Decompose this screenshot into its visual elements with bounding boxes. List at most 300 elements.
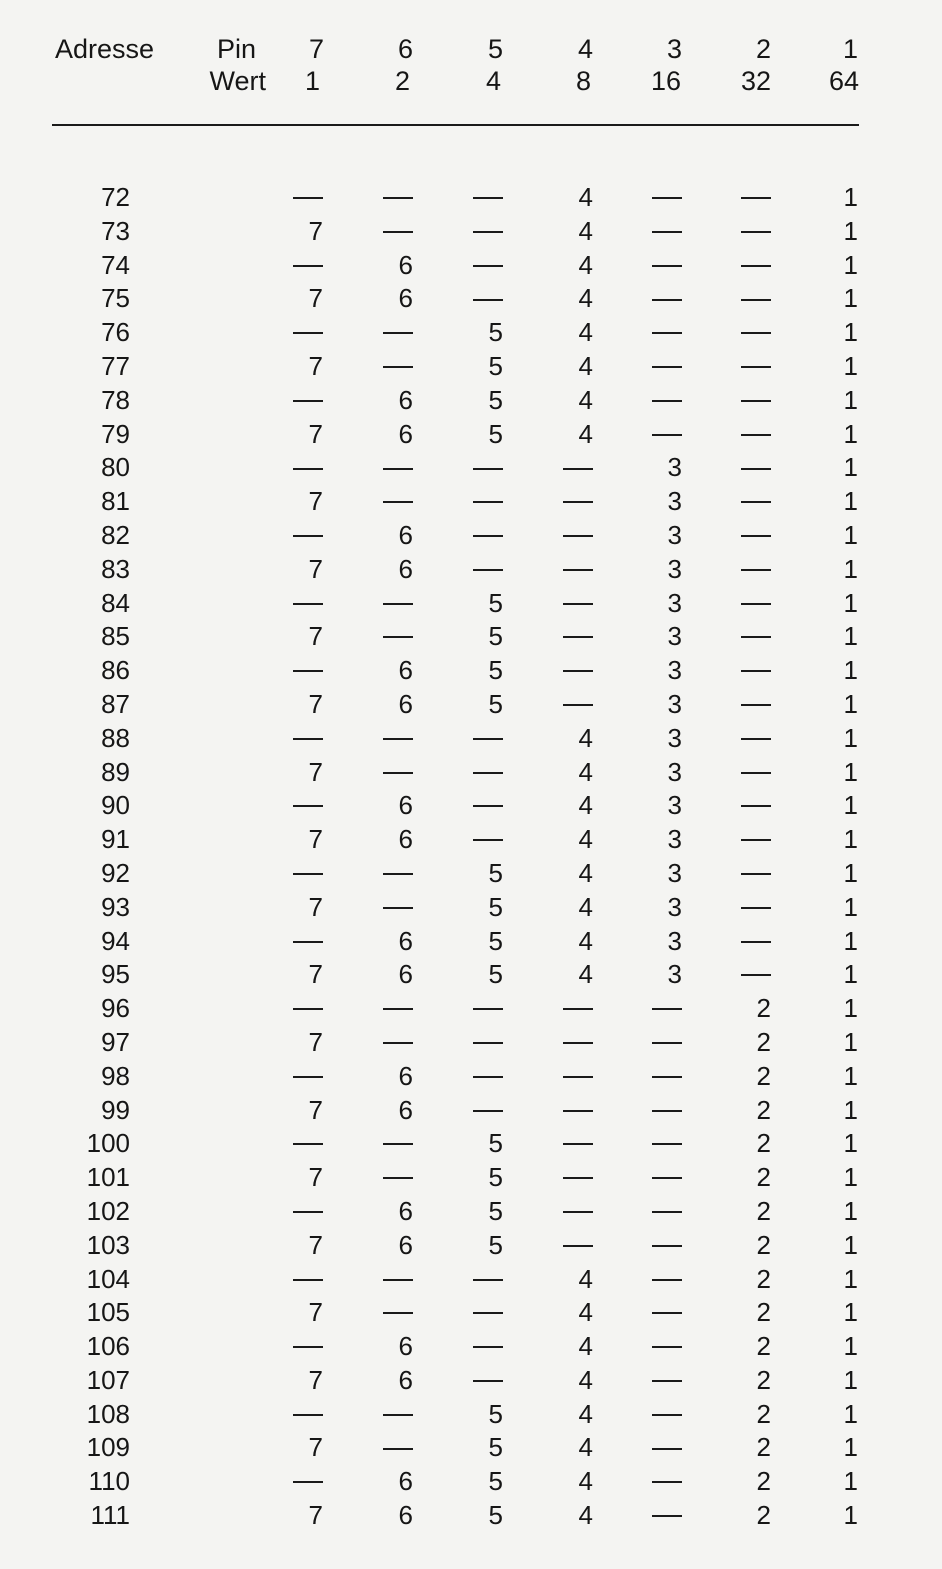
pin-cell: 2 [756,1229,771,1260]
pin-cell: 6 [398,1094,413,1125]
empty-dash-cell [533,1229,593,1263]
empty-dash-cell [353,1127,413,1161]
pin-cell: 4 [578,790,593,821]
empty-dash-cell [711,553,771,587]
pin-cell: 5 [488,621,503,652]
table-row [0,1195,942,1229]
dash-mark [473,197,503,199]
empty-dash-cell [711,215,771,249]
pin-cell: 1 [843,519,858,550]
address-cell: 75 [101,283,130,314]
pin-cell: 7 [308,1297,323,1328]
pin-cell: 1 [843,350,858,381]
dash-mark [741,873,771,875]
empty-dash-cell [711,654,771,688]
empty-dash-cell [353,891,413,925]
dash-mark [652,1346,682,1348]
table-row [0,654,942,688]
pin-cell: 1 [843,215,858,246]
empty-dash-cell [263,925,323,959]
pin-cell: 1 [843,1060,858,1091]
pin-cell: 7 [308,1364,323,1395]
empty-dash-cell [533,451,593,485]
pin-cell: 1 [843,688,858,719]
pin-cell: 1 [843,756,858,787]
dash-mark [473,1346,503,1348]
pin-header: 3 [666,34,682,64]
dash-mark [293,332,323,334]
pin-cell: 2 [756,1331,771,1362]
pin-cell: 5 [488,587,503,618]
empty-dash-cell [353,1026,413,1060]
pin-cell: 4 [578,1398,593,1429]
address-cell: 91 [101,824,130,855]
empty-dash-cell [443,789,503,823]
table-row [0,620,942,654]
pin-cell: 1 [843,1026,858,1057]
dash-mark [383,332,413,334]
dash-mark [293,468,323,470]
pin-cell: 5 [488,688,503,719]
pin-cell: 1 [843,1500,858,1531]
empty-dash-cell [443,485,503,519]
pin-cell: 1 [843,1128,858,1159]
pin-cell: 4 [578,283,593,314]
empty-dash-cell [263,1263,323,1297]
dash-mark [652,1448,682,1450]
empty-dash-cell [711,316,771,350]
address-cell: 103 [86,1229,130,1260]
empty-dash-cell [622,316,682,350]
pin-cell: 1 [843,283,858,314]
empty-dash-cell [533,1060,593,1094]
pin-cell: 4 [578,857,593,888]
dash-mark [383,873,413,875]
table-row [0,1398,942,1432]
pin-cell: 6 [398,1229,413,1260]
value-header: 4 [485,66,501,96]
dash-mark [652,265,682,267]
pin-cell: 7 [308,1026,323,1057]
pin-header: 4 [577,34,593,64]
dash-mark [383,636,413,638]
table-row [0,688,942,722]
dash-mark [741,636,771,638]
table-row [0,1431,942,1465]
pin-cell: 6 [398,1331,413,1362]
dash-mark [563,501,593,503]
table-row [0,282,942,316]
empty-dash-cell [353,1161,413,1195]
dash-mark [383,468,413,470]
pin-cell: 2 [756,1162,771,1193]
pin-cell: 2 [756,1128,771,1159]
pin-cell: 1 [843,182,858,212]
dash-mark [741,265,771,267]
address-cell: 76 [101,317,130,348]
dash-mark [563,1008,593,1010]
table-row [0,1296,942,1330]
empty-dash-cell [353,857,413,891]
empty-dash-cell [353,1398,413,1432]
value-header: 64 [828,66,859,96]
dash-mark [741,400,771,402]
address-cell: 102 [86,1195,130,1226]
dash-mark [741,941,771,943]
address-cell: 109 [86,1432,130,1463]
dash-mark [473,535,503,537]
address-cell: 97 [101,1026,130,1057]
address-cell: 84 [101,587,130,618]
dash-mark [652,1414,682,1416]
dash-mark [652,366,682,368]
pin-cell: 1 [843,418,858,449]
pin-cell: 2 [756,1500,771,1531]
empty-dash-cell [533,519,593,553]
pin-cell: 5 [488,959,503,990]
pin-cell: 1 [843,249,858,280]
pin-cell: 6 [398,418,413,449]
pin-header: 2 [755,34,771,64]
address-cell: 83 [101,553,130,584]
empty-dash-cell [443,1296,503,1330]
pin-cell: 2 [756,1026,771,1057]
pin-cell: 5 [488,655,503,686]
pin-cell: 4 [578,756,593,787]
pin-cell: 1 [843,891,858,922]
empty-dash-cell [622,350,682,384]
pin-cell: 7 [308,824,323,855]
dash-mark [652,1177,682,1179]
address-cell: 106 [86,1331,130,1362]
pin-cell: 2 [756,1060,771,1091]
dash-mark [652,1042,682,1044]
pin-cell: 5 [488,350,503,381]
empty-dash-cell [533,1094,593,1128]
pin-cell: 7 [308,1229,323,1260]
address-cell: 85 [101,621,130,652]
dash-mark [652,299,682,301]
pin-cell: 5 [488,1398,503,1429]
dash-mark [383,907,413,909]
empty-dash-cell [711,722,771,756]
dash-mark [563,1245,593,1247]
empty-dash-cell [622,418,682,452]
dash-mark [741,299,771,301]
empty-dash-cell [711,958,771,992]
pin-cell: 4 [578,1297,593,1328]
address-cell: 105 [86,1297,130,1328]
empty-dash-cell [622,215,682,249]
address-cell: 73 [101,215,130,246]
dash-mark [563,670,593,672]
value-header: 32 [740,66,771,96]
empty-dash-cell [622,1330,682,1364]
pin-cell: 4 [578,722,593,753]
dash-mark [652,400,682,402]
dash-mark [741,535,771,537]
address-cell: 99 [101,1094,130,1125]
pin-cell: 7 [308,959,323,990]
empty-dash-cell [443,282,503,316]
address-cell: 79 [101,418,130,449]
table-row [0,756,942,790]
value-header: 2 [394,66,410,96]
pin-cell: 5 [488,891,503,922]
pin-cell: 1 [843,1364,858,1395]
empty-dash-cell [353,722,413,756]
dash-mark [652,1312,682,1314]
pin-cell: 4 [578,317,593,348]
pin-cell: 7 [308,621,323,652]
pin-cell: 4 [578,182,593,212]
pin-cell: 2 [756,1364,771,1395]
dash-mark [741,501,771,503]
address-cell: 94 [101,925,130,956]
empty-dash-cell [622,1195,682,1229]
address-cell: 111 [90,1500,130,1531]
dash-mark [741,603,771,605]
empty-dash-cell [263,1465,323,1499]
table-row [0,350,942,384]
dash-mark [383,501,413,503]
table-row [0,316,942,350]
table-row [0,181,942,215]
pin-cell: 3 [667,452,682,483]
pin-cell: 1 [843,655,858,686]
pin-cell: 3 [667,587,682,618]
empty-dash-cell [622,1398,682,1432]
table-row [0,553,942,587]
pin-cell: 1 [843,1263,858,1294]
dash-mark [383,1414,413,1416]
pin-cell: 5 [488,1162,503,1193]
dash-mark [741,434,771,436]
dash-mark [563,468,593,470]
pin-cell: 3 [667,519,682,550]
dash-mark [293,805,323,807]
pin-cell: 5 [488,384,503,415]
empty-dash-cell [353,451,413,485]
pin-cell: 2 [756,1263,771,1294]
pin-cell: 6 [398,519,413,550]
value-header: 8 [575,66,591,96]
pin-cell: 5 [488,1195,503,1226]
empty-dash-cell [443,1263,503,1297]
pin-cell: 4 [578,1364,593,1395]
dash-mark [563,1076,593,1078]
pin-cell: 5 [488,1128,503,1159]
dash-mark [473,839,503,841]
table-row [0,1229,942,1263]
pin-cell: 6 [398,790,413,821]
dash-mark [293,1008,323,1010]
pin-header: 6 [397,34,413,64]
empty-dash-cell [622,1161,682,1195]
pin-cell: 7 [308,1094,323,1125]
dash-mark [383,197,413,199]
empty-dash-cell [443,1060,503,1094]
pin-cell: 7 [308,350,323,381]
empty-dash-cell [353,485,413,519]
empty-dash-cell [533,1026,593,1060]
table-row [0,722,942,756]
empty-dash-cell [443,992,503,1026]
pin-cell: 7 [308,283,323,314]
empty-dash-cell [711,451,771,485]
address-cell: 92 [101,857,130,888]
empty-dash-cell [443,756,503,790]
dash-mark [293,873,323,875]
empty-dash-cell [622,1127,682,1161]
dash-mark [293,400,323,402]
table-row [0,1094,942,1128]
pin-cell: 1 [843,925,858,956]
address-cell: 101 [86,1162,130,1193]
table-row [0,485,942,519]
empty-dash-cell [533,1127,593,1161]
empty-dash-cell [263,857,323,891]
empty-dash-cell [533,992,593,1026]
dash-mark [473,265,503,267]
empty-dash-cell [622,1094,682,1128]
empty-dash-cell [443,519,503,553]
table-row [0,1127,942,1161]
table-row [0,418,942,452]
dash-mark [563,1143,593,1145]
dash-mark [741,704,771,706]
pin-cell: 7 [308,1162,323,1193]
empty-dash-cell [353,587,413,621]
address-cell: 93 [101,891,130,922]
table-row [0,958,942,992]
dash-mark [473,1008,503,1010]
dash-mark [293,265,323,267]
empty-dash-cell [711,418,771,452]
dash-mark [473,738,503,740]
table-row [0,925,942,959]
table-row [0,451,942,485]
empty-dash-cell [263,1330,323,1364]
dash-mark [293,1346,323,1348]
dash-mark [652,1008,682,1010]
dash-mark [741,839,771,841]
empty-dash-cell [533,485,593,519]
table-row [0,891,942,925]
pin-cell: 1 [843,621,858,652]
empty-dash-cell [711,282,771,316]
empty-dash-cell [263,384,323,418]
pin-cell: 2 [756,993,771,1024]
table-row [0,519,942,553]
address-cell: 110 [88,1466,130,1497]
pin-cell: 4 [578,350,593,381]
pin-cell: 7 [308,1500,323,1531]
pin-cell: 3 [667,790,682,821]
pin-cell: 6 [398,1364,413,1395]
empty-dash-cell [622,249,682,283]
dash-mark [563,1211,593,1213]
empty-dash-cell [263,654,323,688]
empty-dash-cell [622,282,682,316]
pin-cell: 3 [667,925,682,956]
dash-mark [652,1380,682,1382]
empty-dash-cell [353,620,413,654]
pin-cell: 7 [308,418,323,449]
pin-cell: 5 [488,925,503,956]
pin-cell: 6 [398,384,413,415]
dash-mark [652,231,682,233]
dash-mark [383,1279,413,1281]
dash-mark [473,1076,503,1078]
empty-dash-cell [711,249,771,283]
pin-cell: 1 [843,824,858,855]
pin-cell: 7 [308,688,323,719]
pin-cell: 1 [843,384,858,415]
address-cell: 104 [86,1263,130,1294]
pin-cell: 7 [308,891,323,922]
dash-mark [652,1110,682,1112]
pin-cell: 1 [843,452,858,483]
dash-mark [563,1042,593,1044]
empty-dash-cell [622,1060,682,1094]
table-row [0,1465,942,1499]
empty-dash-cell [711,891,771,925]
pin-cell: 4 [578,824,593,855]
dash-mark [741,907,771,909]
address-cell: 90 [101,790,130,821]
address-cell: 108 [86,1398,130,1429]
pin-cell: 4 [578,418,593,449]
dash-mark [473,1279,503,1281]
pin-cell: 3 [667,857,682,888]
table-row [0,587,942,621]
dash-mark [293,1076,323,1078]
empty-dash-cell [443,1094,503,1128]
table-row [0,1364,942,1398]
empty-dash-cell [263,789,323,823]
address-cell: 78 [101,384,130,415]
pin-cell: 6 [398,249,413,280]
pin-cell: 5 [488,317,503,348]
dash-mark [563,1177,593,1179]
dash-mark [383,738,413,740]
address-cell: 86 [101,655,130,686]
empty-dash-cell [711,587,771,621]
pin-cell: 6 [398,1500,413,1531]
empty-dash-cell [353,1263,413,1297]
pin-cell: 4 [578,1263,593,1294]
empty-dash-cell [533,688,593,722]
pin-header: 1 [842,34,858,64]
table-row [0,384,942,418]
empty-dash-cell [711,688,771,722]
empty-dash-cell [443,722,503,756]
pin-cell: 3 [667,959,682,990]
pin-cell: 4 [578,1500,593,1531]
dash-mark [563,636,593,638]
empty-dash-cell [533,620,593,654]
pin-cell: 6 [398,1195,413,1226]
dash-mark [741,974,771,976]
empty-dash-cell [263,249,323,283]
dash-mark [293,670,323,672]
empty-dash-cell [533,654,593,688]
dash-mark [293,1279,323,1281]
pin-cell: 3 [667,486,682,517]
pin-cell: 6 [398,688,413,719]
dash-mark [293,1211,323,1213]
